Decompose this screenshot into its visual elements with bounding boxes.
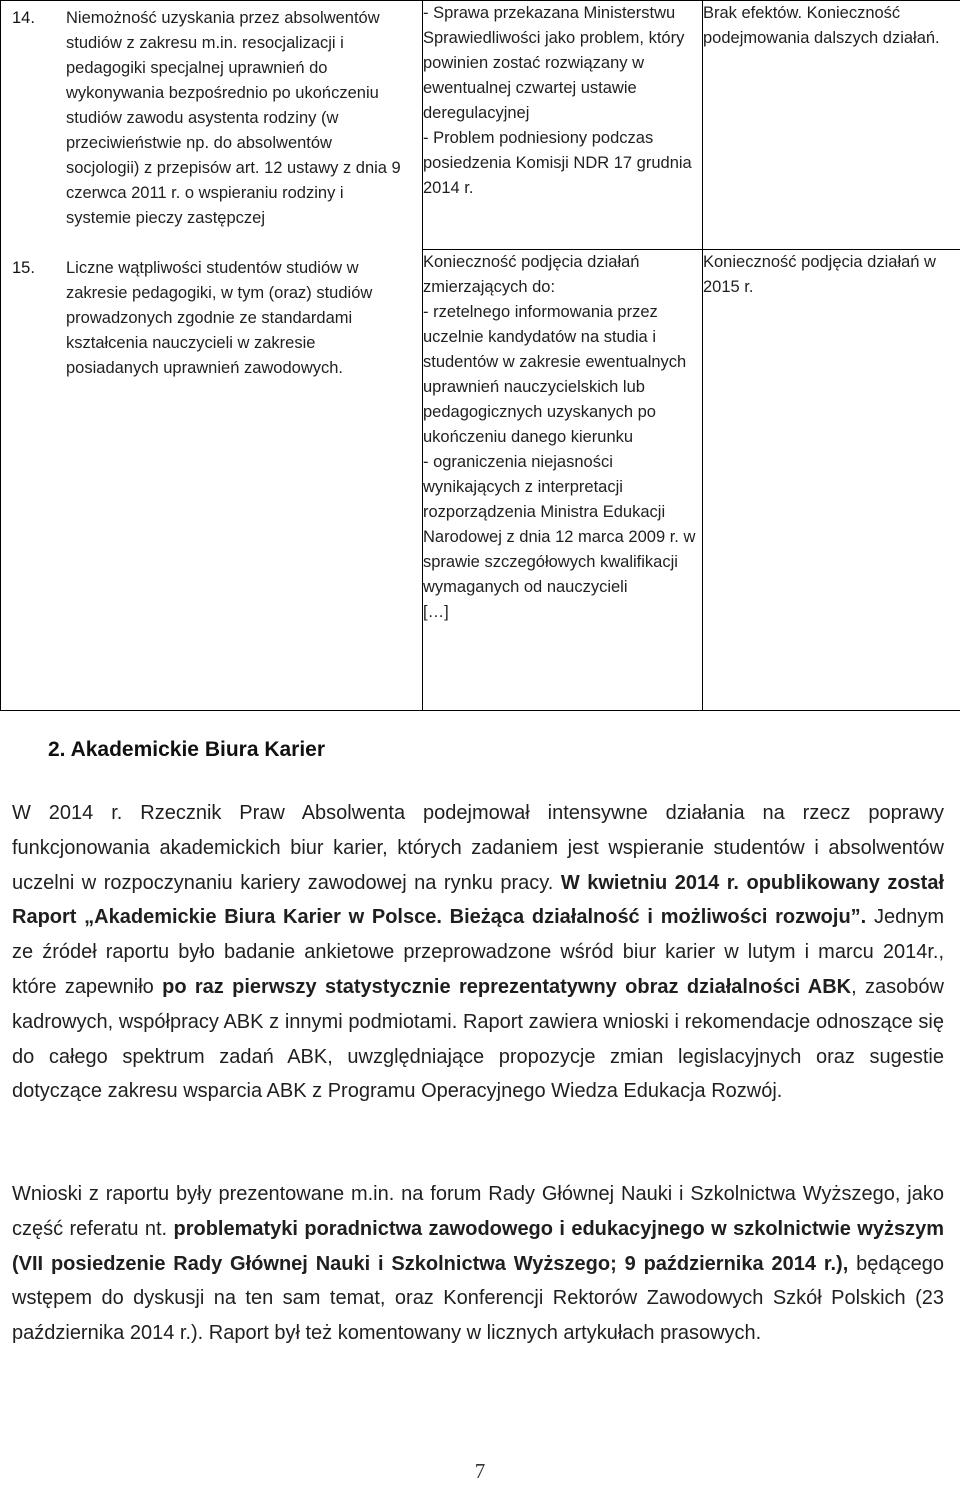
paragraph-text: W 2014 r. Rzecznik Praw Absolwenta podejmował intensywne działania na rzecz poprawy funkcjonowania akademickich biur karier, których zadaniem jest wspieranie studentów i absolwentów uczelni w rozpoczynaniu kariery zawodowej na rynku pracy. — [12, 802, 944, 894]
paragraph-1 — [12, 796, 944, 1109]
effect-text: Brak efektów. Konieczność podejmowania dalszych działań. — [703, 4, 940, 47]
paragraph-bold: problematyki poradnictwa zawodowego i edukacyjnego w szkolnictwie wyższym (VII posiedzenie Rady Głównej Nauki i Szkolnictwa Wyższego; 9 października 2014 r.), — [12, 1217, 944, 1275]
action-item: Konieczność podjęcia działań zmierzających do: — [423, 253, 640, 296]
issues-table — [0, 0, 960, 711]
table-row — [1, 1, 960, 250]
action-item: - Problem podniesiony podczas posiedzenia Komisji NDR 17 grudnia 2014 r. — [423, 129, 692, 197]
paragraph-bold: po raz pierwszy statystycznie reprezentatywny obraz działalności ABK — [162, 975, 852, 998]
paragraph-2 — [12, 1177, 944, 1351]
issues-cell — [1, 1, 423, 711]
paragraph-text: będącego wstępem do dyskusji na ten sam temat, oraz Konferencji Rektorów Zawodowych Szkół Polskich (23 października 2014 r.). Raport był też komentowany w licznych artykułach prasowych. — [12, 1252, 944, 1345]
row-number: 15. — [12, 259, 35, 277]
action-item: - rzetelnego informowania przez uczelnie kandydatów na studia i studentów w zakresie ewentualnych uprawnień nauczycielskich lub pedagogicznych uzyskanych po ukończeniu danego kierunku — [423, 303, 687, 446]
paragraph-text: Jednym ze źródeł raportu było badanie ankietowe przeprowadzone wśród biur karier w lutym i marcu 2014r., które zapewniło — [12, 906, 944, 998]
issue-text: Niemożność uzyskania przez absolwentów studiów z zakresu m.in. resocjalizacji i pedagogiki specjalnej uprawnień do wykonywania bezpośrednio po ukończeniu studiów zawodu asystenta rodziny (w przeciwieństwie np. do absolwentów socjologii) z przepisów art. 12 ustawy z dnia 9 czerwca 2011 r. o wspieraniu rodziny i systemie pieczy zastępczej — [66, 9, 401, 227]
paragraph-bold: W kwietniu 2014 r. opublikowany został Raport „Akademickie Biura Karier w Polsce. Bieżąca działalność i możliwości rozwoju”. — [12, 871, 945, 929]
paragraph-text: , zasobów kadrowych, współpracy ABK z innymi podmiotami. Raport zawiera wnioski i rekomendacje odnoszące się do całego spektrum zadań ABK, uwzględniające propozycje zmian legislacyjnych oraz sugestie dotyczące zakresu wsparcia ABK z Programu Operacyjnego Wiedza Edukacja Rozwój. — [12, 975, 944, 1103]
action-item: - ograniczenia niejasności wynikających z interpretacji rozporządzenia Ministra Edukacji Narodowej z dnia 12 marca 2009 r. w sprawie szczegółowych kwalifikacji wymaganych od nauczycieli — [423, 453, 696, 596]
actions-cell — [423, 250, 703, 711]
row-number: 14. — [12, 9, 35, 27]
paragraph-text: Wnioski z raportu były prezentowane m.in. na forum Rady Głównej Nauki i Szkolnictwa Wyższego, jako część referatu nt. — [12, 1183, 944, 1240]
effect-cell — [703, 250, 960, 711]
action-item: - Sprawa przekazana Ministerstwu Sprawiedliwości jako problem, który powinien zostać rozwiązany w ewentualnej czwartej ustawie deregulacyjnej — [423, 4, 685, 122]
effect-cell — [703, 1, 960, 250]
actions-cell — [423, 1, 703, 250]
issue-text: Liczne wątpliwości studentów studiów w zakresie pedagogiki, w tym (oraz) studiów prowadzonych zgodnie ze standardami kształcenia nauczycieli w zakresie posiadanych uprawnień zawodowych. — [66, 259, 373, 377]
section-heading: 2. Akademickie Biura Karier — [48, 738, 326, 761]
action-item: […] — [423, 603, 449, 621]
effect-text: Konieczność podjęcia działań w 2015 r. — [703, 253, 936, 296]
page-number: 7 — [474, 1459, 486, 1483]
